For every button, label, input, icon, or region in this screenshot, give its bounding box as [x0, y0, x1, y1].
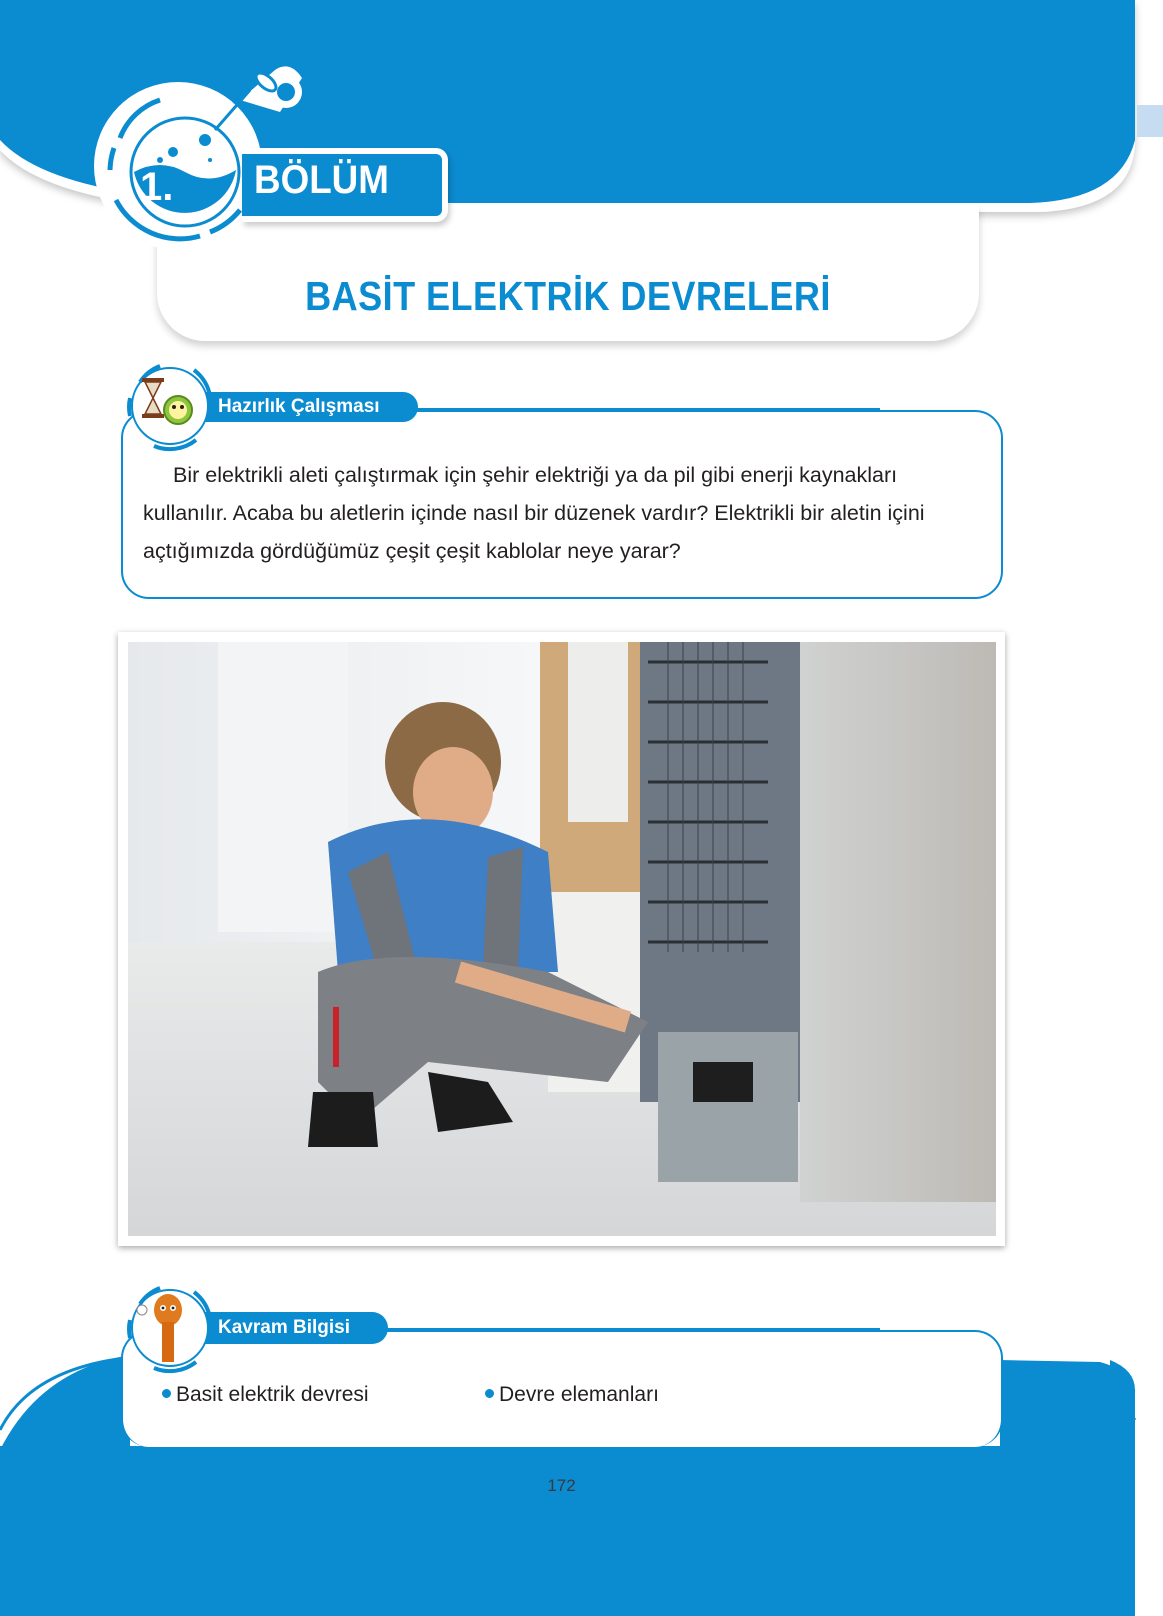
concepts-heading: Kavram Bilgisi — [200, 1312, 388, 1344]
concept-item-1: Basit elektrik devresi — [162, 1383, 369, 1407]
side-tab-marker — [1137, 105, 1163, 137]
preparation-rule — [390, 408, 880, 412]
concept-item-2: Devre elemanları — [485, 1383, 659, 1407]
page-number: 172 — [547, 1476, 576, 1495]
chapter-number: 1. — [140, 165, 174, 209]
photo-frame — [118, 632, 1005, 1246]
preparation-line-2: kullanılır. Acaba bu aletlerin içinde nasıl bir düzenek vardır? Elektrikli bir aletin içini — [143, 501, 925, 525]
bullet-icon — [485, 1389, 494, 1398]
page-title: BASİT ELEKTRİK DEVRELERİ — [305, 273, 831, 319]
bullet-icon — [162, 1389, 171, 1398]
concepts-rule — [380, 1328, 880, 1332]
preparation-line-1: Bir elektrikli aleti çalıştırmak için şehir elektriği ya da pil gibi enerji kaynakları — [173, 463, 898, 487]
technician-refrigerator-photo — [118, 632, 1005, 1246]
preparation-line-3: açtığımızda gördüğümüz çeşit çeşit kablolar neye yarar? — [143, 539, 681, 563]
preparation-heading: Hazırlık Çalışması — [200, 392, 418, 422]
chapter-label: BÖLÜM — [254, 158, 389, 202]
chapter-label-pill — [242, 148, 448, 222]
key-mascot-icon — [124, 1282, 216, 1374]
hourglass-clock-mascot-icon — [124, 360, 216, 452]
